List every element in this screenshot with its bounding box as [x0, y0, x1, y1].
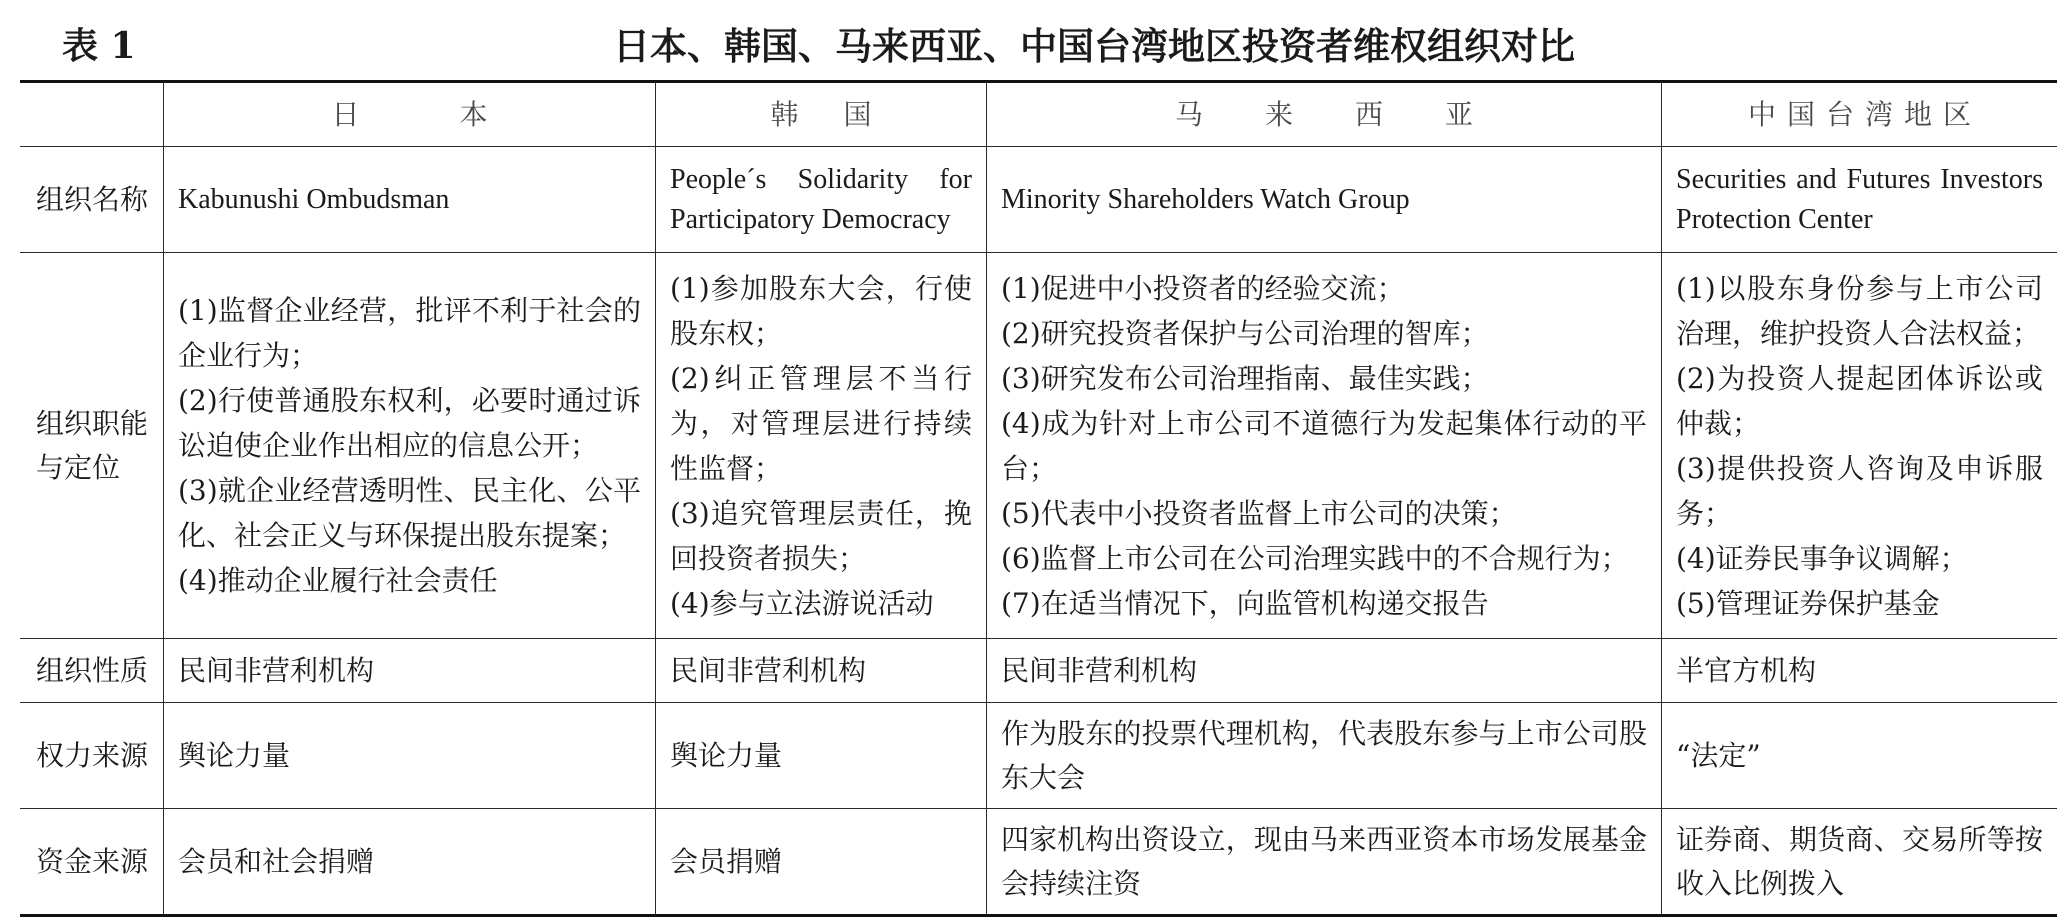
- cell-text: 民间非营利机构: [178, 653, 375, 687]
- row-label-cell: [20, 253, 164, 638]
- corner-cell: [20, 83, 164, 146]
- cell-japan: [164, 809, 656, 914]
- row-label: 组织性质: [36, 653, 149, 687]
- function-item: (1)促进中小投资者的经验交流；: [1001, 271, 1405, 305]
- cell-text: 会员和社会捐赠: [178, 844, 375, 878]
- cell-text: 证券商、期货商、交易所等按收入比例拨入: [1676, 822, 2043, 900]
- function-item: (3)就企业经营透明性、民主化、公平化、社会正义与环保提出股东提案；: [178, 474, 641, 552]
- function-item: (1)监督企业经营，批评不利于社会的企业行为；: [178, 294, 641, 372]
- function-item: (4)参与立法游说活动: [670, 586, 934, 620]
- function-item: (2)为投资人提起团体诉讼或仲裁；: [1676, 361, 2043, 440]
- cell-text: People´s Solidarity for Participatory Democracy: [670, 163, 972, 235]
- column-header-label: 中国台湾地区: [1747, 97, 1982, 131]
- column-header-label: 韩国: [770, 97, 917, 131]
- function-item: (2)研究投资者保护与公司治理的智库；: [1001, 316, 1489, 350]
- function-list: [1676, 266, 2043, 626]
- row-funding-source: [20, 809, 2057, 914]
- cell-text: “法定”: [1676, 738, 1761, 772]
- cell-text: 半官方机构: [1676, 653, 1817, 687]
- function-list: [670, 266, 972, 626]
- function-item: (2)行使普通股东权利，必要时通过诉讼迫使企业作出相应的信息公开；: [178, 384, 641, 462]
- function-list: [178, 288, 641, 603]
- cell-taiwan: [1662, 253, 2057, 638]
- function-list: [1001, 266, 1647, 626]
- column-header-label: 马来西亚: [1174, 97, 1535, 131]
- function-item: (4)证券民事争议调解；: [1676, 541, 1968, 575]
- row-label: 资金来源: [36, 844, 149, 878]
- function-item: (1)参加股东大会，行使股东权；: [670, 271, 972, 350]
- cell-text: 会员捐赠: [670, 844, 783, 878]
- cell-text: 舆论力量: [178, 738, 291, 772]
- cell-malaysia: [987, 639, 1662, 702]
- function-item: (4)推动企业履行社会责任: [178, 564, 498, 597]
- column-header-korea: [656, 83, 987, 146]
- function-item: (3)研究发布公司治理指南、最佳实践；: [1001, 361, 1489, 395]
- cell-text: 民间非营利机构: [1001, 653, 1198, 687]
- row-label: 组织职能与定位: [36, 406, 149, 484]
- row-label-cell: [20, 639, 164, 702]
- row-power-source: [20, 703, 2057, 809]
- table-label: 表 1: [62, 25, 136, 67]
- cell-malaysia: [987, 253, 1662, 638]
- function-item: (2)纠正管理层不当行为，对管理层进行持续性监督；: [670, 361, 972, 485]
- cell-malaysia: [987, 147, 1662, 252]
- cell-malaysia: [987, 809, 1662, 914]
- cell-text: 舆论力量: [670, 738, 783, 772]
- column-header-label: 日本: [331, 97, 588, 131]
- cell-text: 作为股东的投票代理机构，代表股东参与上市公司股东大会: [1001, 716, 1647, 794]
- function-item: (3)追究管理层责任，挽回投资者损失；: [670, 496, 972, 575]
- function-item: (7)在适当情况下，向监管机构递交报告: [1001, 586, 1489, 620]
- cell-taiwan: [1662, 639, 2057, 702]
- row-label: 组织名称: [36, 182, 149, 216]
- function-item: (1)以股东身份参与上市公司治理，维护投资人合法权益；: [1676, 271, 2043, 350]
- row-label-cell: [20, 147, 164, 252]
- function-item: (6)监督上市公司在公司治理实践中的不合规行为；: [1001, 541, 1629, 575]
- column-header-malaysia: [987, 83, 1662, 146]
- cell-taiwan: [1662, 703, 2057, 808]
- cell-korea: [656, 147, 987, 252]
- cell-japan: [164, 253, 656, 638]
- row-label: 权力来源: [36, 738, 149, 772]
- row-organization-name: [20, 147, 2057, 253]
- row-function-positioning: [20, 253, 2057, 639]
- column-header-japan: [164, 83, 656, 146]
- cell-korea: [656, 809, 987, 914]
- row-label-cell: [20, 809, 164, 914]
- cell-japan: [164, 703, 656, 808]
- row-label-cell: [20, 703, 164, 808]
- function-item: (3)提供投资人咨询及申诉服务；: [1676, 451, 2043, 530]
- comparison-table: [20, 80, 2057, 917]
- table-caption: [0, 22, 2069, 70]
- cell-malaysia: [987, 703, 1662, 808]
- cell-text: 四家机构出资设立，现由马来西亚资本市场发展基金会持续注资: [1001, 822, 1647, 900]
- cell-korea: [656, 253, 987, 638]
- cell-text: Kabunushi Ombudsman: [178, 183, 450, 215]
- function-item: (5)管理证券保护基金: [1676, 586, 1940, 620]
- cell-text: Securities and Futures Investors Protection Center: [1676, 163, 2043, 235]
- row-organization-nature: [20, 639, 2057, 703]
- header-row: [20, 83, 2057, 147]
- cell-text: 民间非营利机构: [670, 653, 867, 687]
- function-item: (5)代表中小投资者监督上市公司的决策；: [1001, 496, 1517, 530]
- cell-japan: [164, 147, 656, 252]
- cell-taiwan: [1662, 147, 2057, 252]
- cell-korea: [656, 639, 987, 702]
- cell-taiwan: [1662, 809, 2057, 914]
- table-title: 日本、韩国、马来西亚、中国台湾地区投资者维权组织对比: [613, 24, 1575, 68]
- function-item: (4)成为针对上市公司不道德行为发起集体行动的平台；: [1001, 406, 1647, 485]
- cell-text: Minority Shareholders Watch Group: [1001, 183, 1410, 215]
- cell-korea: [656, 703, 987, 808]
- cell-japan: [164, 639, 656, 702]
- column-header-taiwan: [1662, 83, 2057, 146]
